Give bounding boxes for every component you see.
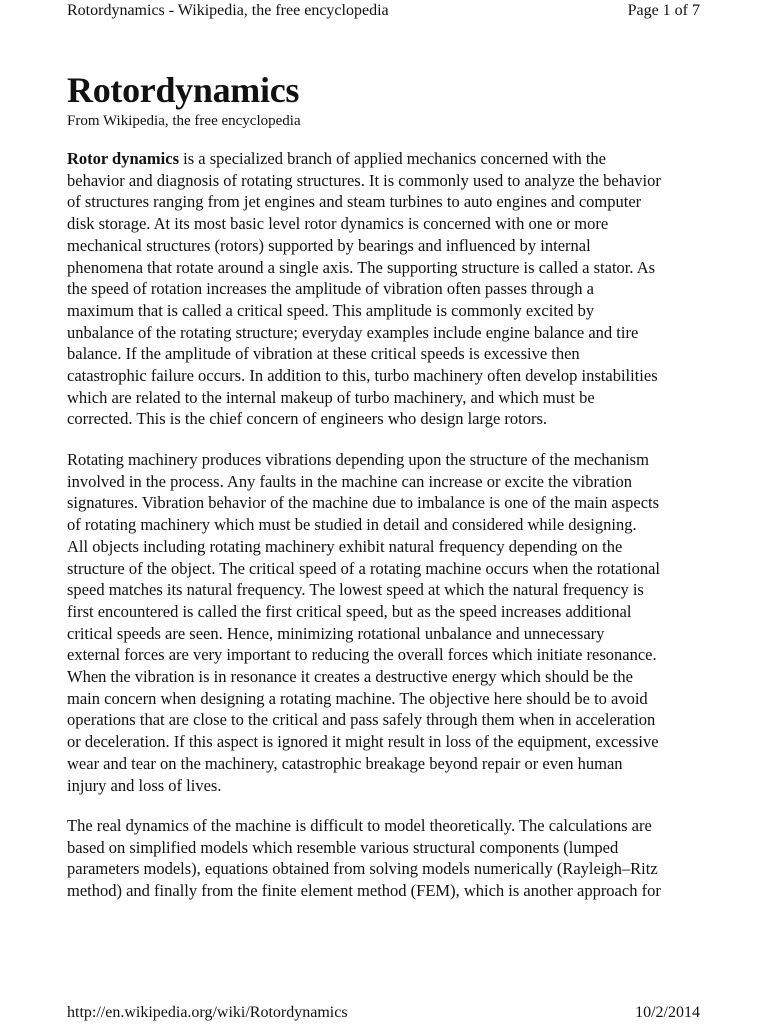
paragraph-line: or deceleration. If this aspect is ignored it might result in loss of the equipment, excessive <box>67 732 659 752</box>
header-doc-title: Rotordynamics - Wikipedia, the free encyclopedia <box>67 2 389 19</box>
paragraph-line: of structures ranging from jet engines and steam turbines to auto engines and computer <box>67 192 642 212</box>
paragraph-line: the speed of rotation increases the amplitude of vibration often passes through a <box>67 279 594 299</box>
paragraph-line: which are related to the internal makeup of turbo machinery, and which must be <box>67 387 595 407</box>
paragraph-line: main concern when designing a rotating machine. The objective here should be to avoid <box>67 688 648 708</box>
paragraph-line: of rotating machinery which must be studied in detail and considered while designing. <box>67 515 637 535</box>
paragraph-vibration <box>67 449 707 796</box>
paragraph-line: injury and loss of lives. <box>67 775 222 795</box>
article-title: Rotordynamics <box>67 70 300 110</box>
paragraph-line: signatures. Vibration behavior of the machine due to imbalance is one of the main aspects <box>67 493 660 513</box>
print-header <box>67 2 700 20</box>
paragraph-line: behavior and diagnosis of rotating structures. It is commonly used to analyze the behavior <box>67 170 661 190</box>
paragraph-line: Rotor dynamics is a specialized branch of applied mechanics concerned with the <box>67 149 606 168</box>
paragraph-line: disk storage. At its most basic level rotor dynamics is concerned with one or more <box>67 214 609 234</box>
paragraph-line: method) and finally from the finite element method (FEM), which is another approach for <box>67 881 661 901</box>
paragraph-line: All objects including rotating machinery exhibit natural frequency depending on the <box>67 536 623 556</box>
paragraph-line: operations that are close to the critical and pass safely through them when in acceleration <box>67 710 656 730</box>
paragraph-line: When the vibration is in resonance it creates a destructive energy which should be the <box>67 667 634 687</box>
paragraph-line: external forces are very important to reducing the overall forces which initiate resonance. <box>67 645 657 665</box>
header-page-number: Page 1 of 7 <box>627 2 700 19</box>
paragraph-line: parameters models), equations obtained from solving models numerically (Rayleigh–Ritz <box>67 859 658 879</box>
paragraph-line: critical speeds are seen. Hence, minimizing rotational unbalance and unnecessary <box>67 623 605 643</box>
paragraph-line: wear and tear on the machinery, catastrophic breakage beyond repair or even human <box>67 753 623 773</box>
lead-term: Rotor dynamics <box>67 149 179 168</box>
footer-date: 10/2/2014 <box>635 1004 700 1021</box>
paragraph-line: speed matches its natural frequency. The lowest speed at which the natural frequency is <box>67 580 644 600</box>
paragraph-modeling <box>67 815 707 902</box>
paragraph-line: mechanical structures (rotors) supported by bearings and influenced by internal <box>67 235 591 255</box>
paragraph-line: The real dynamics of the machine is difficult to model theoretically. The calculations are <box>67 816 652 835</box>
article-subtitle: From Wikipedia, the free encyclopedia <box>67 113 301 129</box>
paragraph-line: structure of the object. The critical speed of a rotating machine occurs when the rotational <box>67 558 661 578</box>
paragraph-line: involved in the process. Any faults in the machine can increase or excite the vibration <box>67 471 632 491</box>
paragraph-line: catastrophic failure occurs. In addition to this, turbo machinery often develop instabilities <box>67 366 658 386</box>
paragraph-intro <box>67 148 707 430</box>
paragraph-line: corrected. This is the chief concern of engineers who design large rotors. <box>67 409 548 429</box>
footer-url: http://en.wikipedia.org/wiki/Rotordynamics <box>67 1004 348 1021</box>
paragraph-line: first encountered is called the first critical speed, but as the speed increases additional <box>67 601 632 621</box>
paragraph-line: unbalance of the rotating structure; everyday examples include engine balance and tire <box>67 322 639 342</box>
paragraph-line: balance. If the amplitude of vibration at these critical speeds is excessive then <box>67 344 580 364</box>
print-footer <box>67 1004 700 1022</box>
paragraph-line: maximum that is called a critical speed. This amplitude is commonly excited by <box>67 300 595 320</box>
paragraph-line: Rotating machinery produces vibrations depending upon the structure of the mechanism <box>67 450 649 469</box>
paragraph-line: phenomena that rotate around a single axis. The supporting structure is called a stator. As <box>67 257 656 277</box>
paragraph-line: based on simplified models which resemble various structural components (lumped <box>67 837 619 857</box>
